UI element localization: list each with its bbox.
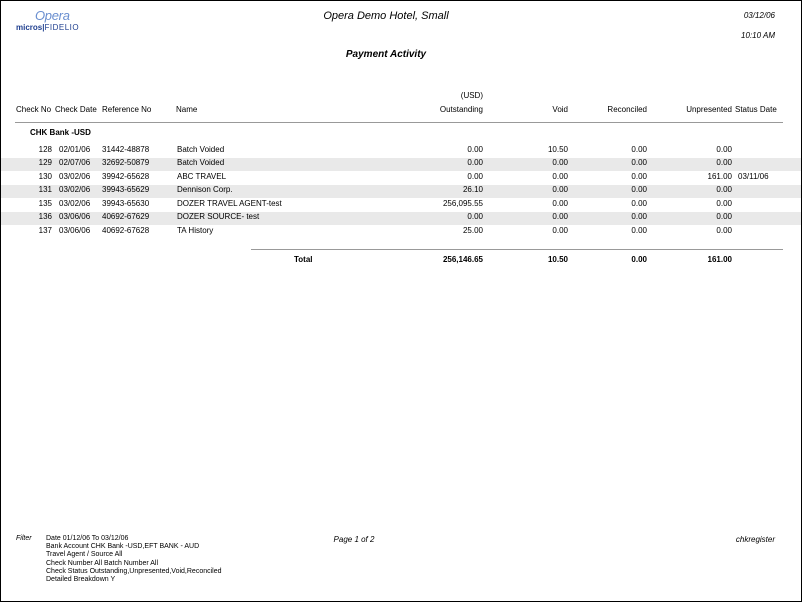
cell-check-no: 129	[38, 158, 52, 167]
cell-reconciled: 0.00	[631, 212, 647, 221]
cell-check-date: 03/06/06	[59, 226, 91, 235]
filter-line: Date 01/12/06 To 03/12/06	[46, 535, 129, 542]
col-outstanding: Outstanding	[439, 105, 483, 114]
cell-void: 10.50	[547, 145, 568, 154]
filter-line: Bank Account CHK Bank -USD,EFT BANK - AUD	[46, 543, 200, 551]
totals-row	[1, 255, 801, 268]
cell-void: 0.00	[552, 185, 568, 194]
totals-divider	[251, 249, 783, 250]
cell-void: 0.00	[552, 158, 568, 167]
table-row	[1, 158, 801, 171]
cell-reconciled: 0.00	[631, 185, 647, 194]
col-check-date: Check Date	[55, 105, 97, 114]
col-status-date: Status Date	[735, 105, 777, 114]
cell-void: 0.00	[552, 226, 568, 235]
col-unpresented: Unpresented	[686, 105, 732, 114]
col-reference-no: Reference No	[102, 105, 152, 114]
total-unpresented: 161.00	[707, 255, 732, 264]
cell-check-no: 131	[38, 185, 52, 194]
cell-outstanding: 26.10	[462, 185, 483, 194]
cell-reference-no: 39943-65629	[102, 185, 150, 194]
report-name: chkregister	[735, 535, 775, 544]
cell-outstanding: 256,095.55	[442, 199, 483, 208]
total-outstanding: 256,146.65	[442, 255, 483, 264]
group-label: CHK Bank -USD	[30, 128, 91, 137]
cell-reference-no: 39942-65628	[102, 172, 150, 181]
table-row	[1, 226, 801, 239]
cell-unpresented: 0.00	[716, 199, 732, 208]
total-void: 10.50	[547, 255, 568, 264]
cell-unpresented: 0.00	[716, 158, 732, 167]
cell-check-date: 03/02/06	[59, 185, 91, 194]
cell-check-no: 135	[38, 199, 52, 208]
table-row	[1, 145, 801, 158]
cell-name: TA History	[177, 226, 214, 235]
cell-reference-no: 40692-67628	[102, 226, 150, 235]
fidelio-logo-text: FIDELIO	[44, 23, 80, 32]
cell-void: 0.00	[552, 172, 568, 181]
table-row	[1, 199, 801, 212]
report-title: Payment Activity	[345, 49, 427, 60]
total-reconciled: 0.00	[631, 255, 647, 264]
cell-name: Dennison Corp.	[177, 185, 233, 194]
cell-check-no: 137	[38, 226, 52, 235]
filter-line: Detailed Breakdown Y	[46, 576, 116, 584]
cell-reference-no: 39943-65630	[102, 199, 150, 208]
cell-reference-no: 31442-48878	[102, 145, 150, 154]
cell-check-date: 03/02/06	[59, 199, 91, 208]
col-reconciled: Reconciled	[607, 105, 647, 114]
cell-void: 0.00	[552, 212, 568, 221]
cell-outstanding: 0.00	[467, 172, 483, 181]
cell-reconciled: 0.00	[631, 172, 647, 181]
cell-name: DOZER SOURCE- test	[177, 212, 260, 221]
cell-check-no: 136	[38, 212, 52, 221]
cell-outstanding: 25.00	[462, 226, 483, 235]
table-row	[1, 185, 801, 198]
cell-outstanding: 0.00	[467, 145, 483, 154]
cell-reconciled: 0.00	[631, 226, 647, 235]
report-time: 10:10 AM	[741, 31, 775, 40]
cell-unpresented: 0.00	[716, 212, 732, 221]
cell-check-date: 02/07/06	[59, 158, 91, 167]
filter-line: Check Status Outstanding,Unpresented,Void,Reconciled	[46, 567, 222, 575]
cell-reconciled: 0.00	[631, 199, 647, 208]
cell-unpresented: 161.00	[707, 172, 732, 181]
opera-logo-text: Opera	[35, 8, 70, 23]
cell-check-date: 03/02/06	[59, 172, 91, 181]
cell-name: DOZER TRAVEL AGENT-test	[177, 199, 282, 208]
filter-label: Filter	[16, 535, 32, 542]
total-label: Total	[294, 255, 313, 264]
cell-reference-no: 32692-50879	[102, 158, 150, 167]
filter-line: Travel Agent / Source All	[46, 551, 123, 559]
cell-check-no: 130	[38, 172, 52, 181]
cell-name: Batch Voided	[177, 158, 225, 167]
header-divider	[15, 122, 783, 123]
micros-logo-text: micros	[16, 23, 43, 32]
cell-name: Batch Voided	[177, 145, 225, 154]
filter-line: Check Number All Batch Number All	[46, 559, 159, 567]
table-row	[1, 172, 801, 185]
cell-check-no: 128	[38, 145, 52, 154]
cell-reconciled: 0.00	[631, 145, 647, 154]
cell-void: 0.00	[552, 199, 568, 208]
cell-status-date: 03/11/06	[738, 172, 769, 181]
cell-outstanding: 0.00	[467, 212, 483, 221]
page-number: Page 1 of 2	[333, 535, 375, 544]
cell-unpresented: 0.00	[716, 226, 732, 235]
cell-check-date: 03/06/06	[59, 212, 91, 221]
col-void: Void	[552, 105, 568, 114]
cell-name: ABC TRAVEL	[177, 172, 227, 181]
micros-fidelio-logo: micros|FIDELIO	[16, 23, 80, 32]
col-check-no: Check No	[16, 105, 52, 114]
table-row	[1, 212, 801, 225]
col-name: Name	[176, 105, 198, 114]
cell-reconciled: 0.00	[631, 158, 647, 167]
hotel-name: Opera Demo Hotel, Small	[323, 10, 449, 22]
cell-reference-no: 40692-67629	[102, 212, 150, 221]
report-date: 03/12/06	[743, 11, 775, 20]
cell-check-date: 02/01/06	[59, 145, 91, 154]
col-currency: (USD)	[460, 91, 483, 100]
cell-unpresented: 0.00	[716, 185, 732, 194]
cell-unpresented: 0.00	[716, 145, 732, 154]
cell-outstanding: 0.00	[467, 158, 483, 167]
